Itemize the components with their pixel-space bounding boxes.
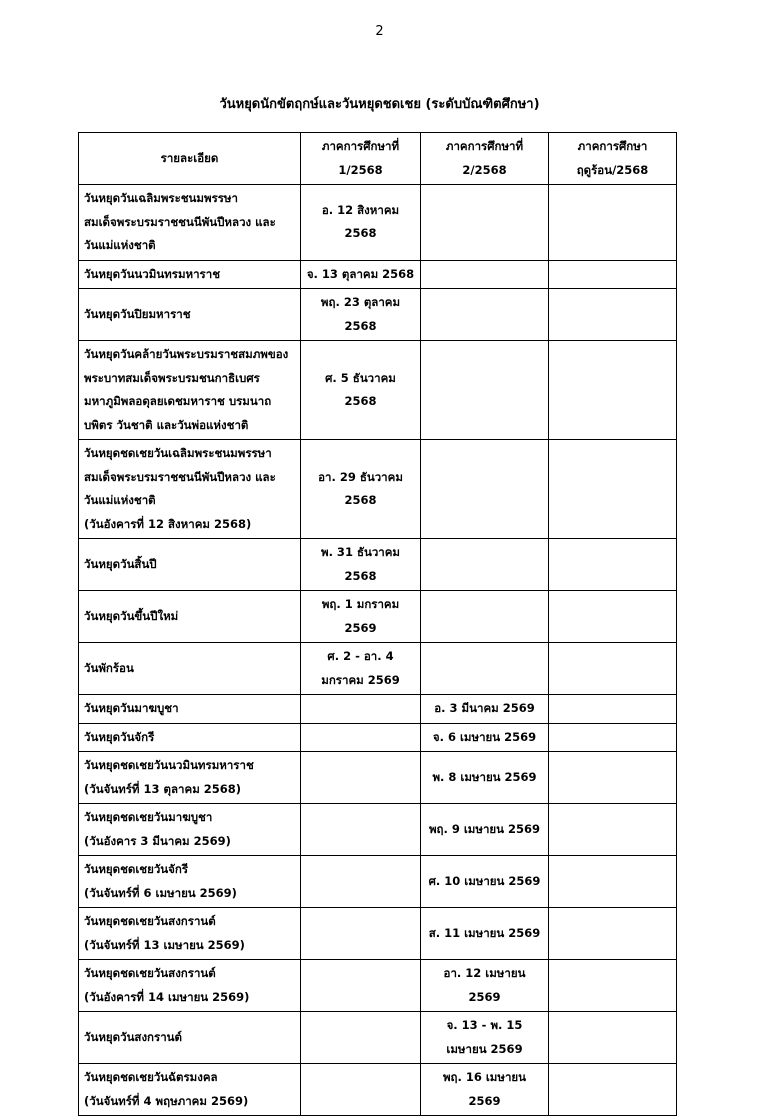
semester-2-date-cell-text: จ. 6 เมษายน 2569: [432, 729, 537, 744]
holiday-detail-cell-text: วันแม่แห่งชาติ: [84, 493, 156, 507]
semester-2-date-cell: [421, 960, 549, 1012]
summer-date-cell: [549, 260, 677, 289]
semester-2-date-cell: [421, 539, 549, 591]
holiday-detail-cell: [79, 723, 301, 752]
semester-1-date-cell: [301, 1064, 421, 1116]
summer-date-cell: [549, 341, 677, 440]
table-row: [79, 1064, 677, 1116]
holiday-detail-cell-text: (วันอังคารที่ 14 เมษายน 2569): [84, 989, 250, 1004]
holiday-detail-cell: [79, 440, 301, 539]
semester-1-date-cell-text: อ. 12 สิงหาคม 2568: [321, 202, 400, 241]
holiday-detail-cell-text: (วันอังคาร 3 มีนาคม 2569): [84, 833, 231, 848]
summer-date-cell: [549, 643, 677, 695]
header-semester-1: [301, 133, 421, 185]
summer-date-cell: [549, 289, 677, 341]
semester-2-date-cell: [421, 341, 549, 440]
holiday-detail-cell: [79, 539, 301, 591]
semester-1-date-cell: [301, 591, 421, 643]
table-row: [79, 341, 677, 440]
summer-date-cell: [549, 591, 677, 643]
holiday-detail-cell-text: วันแม่แห่งชาติ: [84, 238, 156, 252]
semester-1-date-cell: [301, 185, 421, 261]
holiday-detail-cell-text: วันพักร้อน: [84, 660, 134, 675]
summer-date-cell: [549, 539, 677, 591]
holiday-detail-cell: [79, 695, 301, 724]
header-semester-1-line2: 1/2568: [338, 162, 383, 177]
holiday-detail-cell-text: สมเด็จพระบรมราชชนนีพันปีหลวง และ: [84, 469, 276, 484]
semester-1-date-cell: [301, 643, 421, 695]
holiday-detail-cell-text: วันหยุดวันนวมินทรมหาราช: [84, 266, 221, 281]
semester-1-date-cell: [301, 908, 421, 960]
semester-2-date-cell: [421, 185, 549, 261]
semester-1-date-cell-text: พ. 31 ธันวาคม 2568: [320, 545, 401, 583]
holiday-detail-cell-text: วันหยุดชดเชยวันฉัตรมงคล: [84, 1070, 218, 1084]
semester-1-date-cell-text: พฤ. 1 มกราคม 2569: [321, 597, 400, 635]
semester-2-date-cell: [421, 752, 549, 804]
summer-date-cell: [549, 960, 677, 1012]
holiday-detail-cell-text: วันหยุดวันมาฆบูชา: [84, 701, 179, 715]
table-row: [79, 440, 677, 539]
semester-1-date-cell-text: ศ. 2 - อา. 4: [327, 649, 394, 663]
semester-2-date-cell-text: เมษายน 2569: [446, 1041, 523, 1056]
table-row: [79, 695, 677, 724]
semester-2-date-cell: [421, 804, 549, 856]
holiday-detail-cell: [79, 185, 301, 261]
summer-date-cell: [549, 908, 677, 960]
summer-date-cell: [549, 1064, 677, 1116]
holiday-detail-cell-text: วันหยุดวันสิ้นปี: [84, 556, 157, 571]
semester-2-date-cell: [421, 440, 549, 539]
semester-2-date-cell: [421, 289, 549, 341]
summer-date-cell: [549, 723, 677, 752]
semester-1-date-cell: [301, 289, 421, 341]
summer-date-cell: [549, 752, 677, 804]
holiday-detail-cell-text: วันหยุดวันจักรี: [84, 729, 155, 744]
holiday-detail-cell-text: วันหยุดวันปิยมหาราช: [84, 306, 191, 321]
summer-date-cell: [549, 440, 677, 539]
table-row: [79, 752, 677, 804]
semester-1-date-cell: [301, 856, 421, 908]
holiday-detail-cell-text: พระบาทสมเด็จพระบรมชนกาธิเบศร: [84, 370, 260, 385]
header-summer-line2: ฤดูร้อน/2568: [576, 162, 649, 177]
semester-1-date-cell-text: 2568: [344, 394, 377, 408]
semester-2-date-cell-text: พฤ. 16 เมษายน 2569: [442, 1070, 527, 1108]
semester-1-date-cell-text: มกราคม 2569: [321, 672, 400, 687]
semester-1-date-cell: [301, 752, 421, 804]
holiday-detail-cell-text: วันหยุดวันขึ้นปีใหม่: [84, 608, 179, 623]
summer-date-cell: [549, 804, 677, 856]
summer-date-cell: [549, 185, 677, 261]
table-row: [79, 856, 677, 908]
semester-1-date-cell: [301, 1012, 421, 1064]
semester-1-date-cell: [301, 341, 421, 440]
header-semester-2: [421, 133, 549, 185]
holiday-detail-cell-text: วันหยุดวันสงกรานต์: [84, 1029, 182, 1044]
holiday-detail-cell-text: (วันจันทร์ที่ 4 พฤษภาคม 2569): [84, 1093, 249, 1108]
holiday-detail-cell-text: (วันอังคารที่ 12 สิงหาคม 2568): [84, 516, 252, 531]
header-summer-line1: ภาคการศึกษา: [577, 139, 648, 153]
holiday-detail-cell: [79, 1012, 301, 1064]
semester-2-date-cell-text: ศ. 10 เมษายน 2569: [428, 873, 541, 888]
table-header-row: [79, 133, 677, 185]
holiday-detail-cell-text: วันหยุดวันคล้ายวันพระบรมราชสมภพของ: [84, 347, 289, 361]
semester-2-date-cell-text: พฤ. 9 เมษายน 2569: [428, 821, 541, 836]
table-row: [79, 289, 677, 341]
holiday-detail-cell: [79, 960, 301, 1012]
semester-1-date-cell: [301, 804, 421, 856]
holiday-detail-cell: [79, 591, 301, 643]
holiday-detail-cell-text: วันหยุดชดเชยวันนวมินทรมหาราช: [84, 758, 254, 772]
summer-date-cell: [549, 856, 677, 908]
table-row: [79, 1012, 677, 1064]
semester-1-date-cell-text: อา. 29 ธันวาคม 2568: [318, 469, 403, 507]
holiday-detail-cell: [79, 289, 301, 341]
semester-1-date-cell: [301, 260, 421, 289]
holiday-detail-cell-text: วันหยุดชดเชยวันสงกรานต์: [84, 966, 216, 980]
semester-2-date-cell: [421, 695, 549, 724]
holiday-detail-cell-text: วันหยุดวันเฉลิมพระชนมพรรษา: [84, 191, 238, 205]
holiday-detail-cell: [79, 752, 301, 804]
semester-1-date-cell: [301, 723, 421, 752]
holiday-detail-cell: [79, 1064, 301, 1116]
header-detail-label: รายละเอียด: [160, 150, 219, 165]
semester-2-date-cell: [421, 723, 549, 752]
header-semester-1-line1: ภาคการศึกษาที่: [321, 139, 400, 153]
semester-1-date-cell: [301, 695, 421, 724]
semester-1-date-cell-text: จ. 13 ตุลาคม 2568: [306, 266, 415, 281]
semester-2-date-cell-text: อ. 3 มีนาคม 2569: [434, 701, 535, 715]
semester-2-date-cell: [421, 1064, 549, 1116]
semester-2-date-cell: [421, 260, 549, 289]
semester-1-date-cell: [301, 960, 421, 1012]
holiday-detail-cell-text: วันหยุดชดเชยวันจักรี: [84, 862, 189, 876]
holiday-detail-cell-text: วันหยุดชดเชยวันมาฆบูชา: [84, 810, 213, 824]
holiday-detail-cell-text: มหาภูมิพลอดุลยเดชมหาราช บรมนาถ: [84, 394, 272, 408]
holiday-detail-cell: [79, 341, 301, 440]
holiday-table: [78, 132, 677, 1116]
table-row: [79, 185, 677, 261]
holiday-detail-cell-text: วันหยุดชดเชยวันสงกรานต์: [84, 914, 216, 928]
holiday-detail-cell: [79, 856, 301, 908]
table-row: [79, 723, 677, 752]
holiday-detail-cell-text: (วันจันทร์ที่ 13 ตุลาคม 2568): [84, 781, 242, 796]
header-semester-2-line1: ภาคการศึกษาที่: [445, 139, 524, 153]
header-detail: [79, 133, 301, 185]
header-semester-2-line2: 2/2568: [462, 162, 507, 177]
semester-2-date-cell: [421, 591, 549, 643]
holiday-detail-cell-text: บพิตร วันชาติ และวันพ่อแห่งชาติ: [84, 417, 249, 432]
semester-2-date-cell-text: ส. 11 เมษายน 2569: [428, 925, 541, 940]
table-row: [79, 539, 677, 591]
holiday-table-body: [79, 185, 677, 1116]
semester-1-date-cell-text: พฤ. 23 ตุลาคม 2568: [320, 295, 401, 333]
semester-2-date-cell: [421, 856, 549, 908]
semester-1-date-cell: [301, 539, 421, 591]
holiday-detail-cell: [79, 908, 301, 960]
holiday-detail-cell: [79, 260, 301, 289]
holiday-detail-cell-text: (วันจันทร์ที่ 13 เมษายน 2569): [84, 937, 245, 952]
holiday-detail-cell-text: สมเด็จพระบรมราชชนนีพันปีหลวง และ: [84, 214, 276, 229]
semester-2-date-cell-text: พ. 8 เมษายน 2569: [432, 769, 537, 784]
semester-2-date-cell: [421, 908, 549, 960]
semester-2-date-cell: [421, 643, 549, 695]
holiday-detail-cell: [79, 643, 301, 695]
summer-date-cell: [549, 695, 677, 724]
table-row: [79, 591, 677, 643]
table-row: [79, 804, 677, 856]
table-row: [79, 960, 677, 1012]
semester-1-date-cell: [301, 440, 421, 539]
header-summer: [549, 133, 677, 185]
table-row: [79, 643, 677, 695]
holiday-detail-cell-text: วันหยุดชดเชยวันเฉลิมพระชนมพรรษา: [84, 446, 272, 460]
holiday-detail-cell-text: (วันจันทร์ที่ 6 เมษายน 2569): [84, 885, 237, 900]
table-row: [79, 908, 677, 960]
document-title: วันหยุดนักขัตฤกษ์และวันหยุดชดเชย (ระดับบัณฑิตศึกษา): [219, 97, 540, 112]
semester-2-date-cell-text: จ. 13 - พ. 15: [446, 1018, 523, 1032]
page-number: 2: [375, 24, 384, 39]
summer-date-cell: [549, 1012, 677, 1064]
semester-2-date-cell-text: อา. 12 เมษายน 2569: [443, 966, 526, 1004]
holiday-detail-cell: [79, 804, 301, 856]
semester-1-date-cell-text: ศ. 5 ธันวาคม: [325, 370, 396, 385]
table-row: [79, 260, 677, 289]
semester-2-date-cell: [421, 1012, 549, 1064]
